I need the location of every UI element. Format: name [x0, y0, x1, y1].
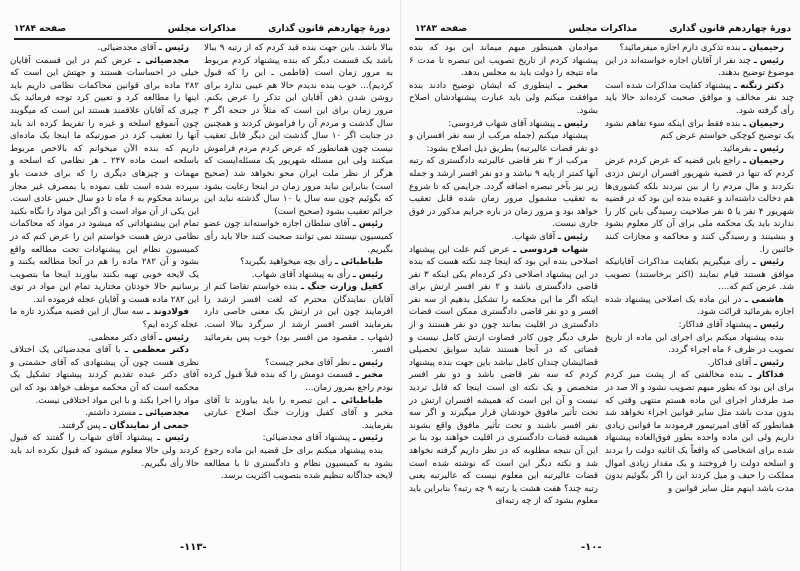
- paragraph: [10, 42, 199, 55]
- speaker-name: رئیس ـ: [352, 433, 383, 444]
- speaker-name: رحیمیان ـ: [743, 118, 785, 129]
- speech-text: عرض کنم علت این پیشنهاد اصلاحی بنده این بود که اینجا چند نکته هست که بنده در این پیشنهاد اصلاحی ذکر کرده‌ام یکی اینکه ۳ نفر قاضی دادگستری باشد و ۲ نفر افسر ارتش برای اینکه اگر ما این محکمه را تشکیل بدهیم از سه نفر افسر و دو نفر قاضی دادگستری ممکن است قضات دادگستری در اقلیت بمانند چون دو نفر هستند و از طرف دیگر چون کادر قضاوت ارتش کامل نیست و قضاتی که در آنجا هستند شاید سوابق تحصیلی قضائیشان چندان کامل نباشد باین جهت بنده پیشنهاد کردم که سه نفر قاضی باشد و دو نفر افسر متخصص و یک نکته ای است اینجا که قابل تردید نیست و آن این است که همیشه افسران ارتش در تحت تأثیر مافوق خودشان قرار میگیرند و اگر سه نفر افسر باشند و تحت تأثیر مافوق واقع بشوند همیشه قضات دادگستری در اقلیت خواهند بود بنا بر این آن نتیجه مطلوبه که در نظر داریم گرفته نخواهد شد و نکته دیگر این است که نوشته شده است قضات عالیرتبه این معلوم نیست که عالیرتبه یعنی رتبه چند؟ هفت هشت یا رتبه ۹ چه رتبه؟ بنابراین باید معلوم بشود که از چه رتبه‌ای: [409, 244, 598, 507]
- speaker-name: جمعی از نمایندگان ـ: [103, 420, 189, 431]
- paragraph: [605, 80, 794, 118]
- publication-title: مذاکرات مجلس: [568, 24, 638, 34]
- paragraph: [409, 80, 598, 118]
- speaker-name: رئیس ـ: [158, 43, 189, 53]
- paragraph: [409, 155, 598, 231]
- paragraph: [10, 306, 199, 331]
- paragraph: [10, 407, 199, 420]
- speech-text: سه سال از این قضیه میگذرد تازه ما عجله کرده ایم؟: [10, 307, 199, 331]
- right-page: [400, 0, 800, 571]
- paragraph: [605, 319, 794, 332]
- speaker-name: رئیس ـ: [752, 257, 785, 268]
- page-header: [14, 22, 390, 40]
- speech-text: این تبصره را باید بیاورند تا آقای مخبر و آقای کفیل وزارت جنگ اصلاح عبارتی بفرمایند.: [204, 395, 393, 431]
- speech-text: بنده تذکری دارم اجازه میفرمائید؟: [619, 43, 744, 53]
- speaker-name: مجدضیائی ـ: [139, 408, 189, 419]
- speech-text: آقای فداکار.: [707, 357, 754, 368]
- speech-text: عرض کنم در این قسمت آقایان خیلی در احساسات هستند و جهتش این است که ۲۸۲ ماده برای قوانین محاکمات نظامی داریم باید اینها را مطالعه کرد و تعیین کرد توجه فرمائید یک چیزی که آقایان علاقمند هستند این است که میگویند چون آنموقع اسلحه و غیره را تفریط کرده اند باید آنها را تعقیب کرد در صورتیکه ما اینجا یک ماده‌ای داریم که بنده الآن میخوانم که بالاخص مربوط باسلحه است ماده ۲۴۷ ـ هر نظامی که اسلحه و مهمات و چیزهای دیگری را که برای خدمت باو سپرده شده است تلف نموده یا بمصرف غیر مجاز برساند محکوم به ۶ ماه تا دو سال حبس عادی است. این یکی از آن مواد است و اگر این مواد را نگاه بکنید تمام این پیشنهاداتی که میشود در مواد که محاکمات نظامی درش هست خواستم این را عرض کنم که در کمیسیون نظام این پیشنهادات تحت مطالعه واقع بشود و آن ۲۸۲ ماده را هم در آنجا مطالعه بکنند و یک لایحه خوبی تهیه بکنند بیاورند اینجا ما بتصویب برسانیم حالا خودتان مختارید تمام این مواد در توی این ۲۸۲ ماده هست و آقایان عجله فرموده اند.: [10, 55, 199, 305]
- text-column: [10, 42, 199, 470]
- speech-text: رأی بچه میخواهید بگیرید؟: [240, 257, 335, 268]
- paragraph: [605, 42, 794, 55]
- speaker-name: دکتر معظمی ـ: [124, 345, 189, 356]
- paragraph: [204, 445, 393, 483]
- paragraph: [605, 357, 794, 370]
- page-header: [415, 22, 791, 40]
- speaker-name: رئیس ـ: [753, 55, 784, 66]
- speaker-name: مخبر ـ: [558, 80, 588, 91]
- paragraph: [204, 432, 393, 445]
- paragraph: [10, 420, 199, 433]
- paragraph: [605, 118, 794, 143]
- page-footer-number: -۱۱۳-: [180, 542, 207, 553]
- speech-text: پس گرفتند.: [58, 420, 104, 431]
- paragraph: [409, 244, 598, 508]
- speaker-name: رئیس ـ: [753, 357, 784, 368]
- speaker-name: شهاب فردوسی ـ: [513, 244, 589, 255]
- speaker-name: رئیس ـ: [753, 320, 784, 331]
- paragraph: [204, 269, 393, 282]
- speaker-name: رئیس ـ: [157, 433, 189, 444]
- paragraph: [10, 432, 199, 470]
- speech-text: آقای شهاب.: [511, 231, 558, 242]
- speaker-name: رحیمیان ـ: [743, 43, 784, 53]
- paragraph: [605, 55, 794, 80]
- speech-text: آقای سلطان اجازه خواسته‌اند چون عضو کمیسیون نیستند نمی توانند صحبت کنند حالا باید رأی بگیریم.: [204, 219, 393, 255]
- text-column: [605, 42, 794, 495]
- paragraph: [204, 42, 393, 218]
- speaker-name: کفیل وزارت جنگ ـ: [301, 282, 384, 293]
- speech-text: آقای دکتر معظمی.: [88, 332, 159, 343]
- speech-text: چند نفر از آقایان اجازه خواسته‌اند در این موضوع توضیح بدهند.: [605, 55, 794, 79]
- speech-text: بنده فقط برای اینکه سوء تفاهم نشود یک توضیح کوچکی خواستم عرض کنم: [605, 118, 794, 142]
- speech-text: پیشنهاد آقای شهاب را گفتند که قبول کردند ولی حالا معلوم میشود که قبول نکرده اند باید حالا رأی بگیریم.: [10, 433, 199, 469]
- paragraph: [204, 395, 393, 433]
- speech-text: در این ماده یک اصلاحی پیشنهاد شده اجازه بفرمائید قرائت شود.: [605, 294, 794, 318]
- paragraph: [605, 256, 794, 294]
- speech-text: رأی میگیریم بکفایت مذاکرات آقایانیکه موافق هستند قیام نمایند (اکثر برخاستند) تصویب شد. عرض کنم که....: [605, 257, 794, 293]
- paragraph: [204, 218, 393, 256]
- speech-text: پیشنهاد آقای مجدضیائی:: [262, 433, 353, 444]
- speech-text: پیشنهاد میکنم (جمله مرکب از سه نفر افسران و دو نفر قضات عالیرتبه) بطریق ذیل اصلاح بشود:: [409, 131, 598, 154]
- paragraph: [605, 143, 794, 156]
- speaker-name: فولادوند ـ: [146, 307, 189, 318]
- speaker-name: رئیس ـ: [557, 118, 588, 129]
- speech-text: مسترد داشتم.: [85, 408, 140, 419]
- speech-text: پیشنهاد آقای شهاب فردوسی:: [448, 118, 558, 129]
- text-column: [204, 42, 393, 483]
- speaker-name: رئیس ـ: [352, 357, 383, 368]
- speech-text: بنده پیشنهاد میکنم برای حل قضیه این ماده رجوع بشود به کمیسیون نظام و دادگستری تا با مطالعه لایحه جداگانه تنظیم شده بتصویب اکثریت برسد.: [204, 446, 393, 482]
- paragraph: [10, 344, 199, 407]
- text-column: [409, 42, 598, 508]
- speaker-name: طباطبائی ـ: [334, 257, 383, 268]
- paragraph: [605, 294, 794, 319]
- paragraph: [409, 130, 598, 155]
- speech-text: نظر آقای مخبر چیست؟: [264, 357, 353, 368]
- paragraph: [10, 332, 199, 345]
- paragraph: [409, 231, 598, 244]
- speaker-name: فداکار ـ: [748, 370, 785, 381]
- speech-text: با آقای مجدضیائی یک اختلاف نظری هست چون آن پیشنهادی که آقای حشمتی و آقای دکتر عبده تقدیم کردند پیشنهاد تشکیل یک محکمه است که آن محکمه موظف خواهد بود که این مواد را اجرا بکند و با این مواد اختلافی نیست.: [10, 345, 199, 406]
- speech-text: بنده پیشنهاد میکنم برای اجرای این ماده از تاریخ تصویب در ظرف ۶ ماه اجراء گردد.: [605, 332, 794, 356]
- speaker-name: رحیمیان ـ: [742, 156, 784, 167]
- paragraph: [605, 332, 794, 357]
- session-title: دورهٔ چهاردهم قانون گذاری: [268, 24, 390, 34]
- speech-text: بفرمائید.: [719, 143, 754, 154]
- speaker-name: رئیس ـ: [753, 143, 784, 154]
- paragraph: [204, 357, 393, 370]
- speech-text: اینطوری که ایشان توضیح دادند بنده موافقت میکنم ولی باید عبارت پیشنهادشان اصلاح بشود.: [409, 80, 598, 116]
- paragraph: [605, 155, 794, 256]
- speech-text: موادمان همینطور مبهم میماند این بود که بنده پیشنهاد کردم از تاریخ تصویب این تبصره تا مدت ۶ ماه نتیجه را دولت باید به مجلس بدهد.: [409, 43, 598, 79]
- paragraph: [409, 118, 598, 131]
- speech-text: ببالا باشد. باین جهت بنده قید کردم که از رتبه ۹ ببالا باشد یک قسمت دیگر که بنده پیشنهاد کردم مربوط به مرور زمان است (فاطمی ـ این را که قبول کردیم)... خوب بنده ندیدم حالا هم عیبی ندارد برای روشن شدن ذهن آقایان این تذکر را عرض بکنم. مرور زمان برای این است که مثلاً در جنحه اگر ۳ سال گذشت و مردم آن را فراموش کردند و همچنین در جنایت اگر ۱۰ سال گذشت این دیگر قابل تعقیب نیست چون همانطور که عرض کردم مردم فراموش میکنند ولی این مسئله شهریور یک مسئله‌ایست که هرگز از نظر ملت ایران محو نخواهد شد (صحیح است) بنابراین نباید مرور زمان در اینجا رعایت بشود که بگوئیم چون سه سال یا ۱۰ سال گذشته نباید این جرائم تعقیب بشود (صحیح است): [204, 43, 393, 217]
- session-title: دورهٔ چهاردهم قانون گذاری: [669, 24, 791, 34]
- speech-text: قسمت دومش را که بنده قبلاً قبول کرده بودم راجع بمرور زمان...: [204, 370, 393, 394]
- speech-text: پیشنهاد کفایت مذاکرات شده است چند نفر مخالف و موافق صحبت کرده‌اند حالا باید رأی گرفته شود.: [605, 80, 794, 116]
- publication-title: مذاکرات مجلس: [167, 24, 237, 34]
- speaker-name: رئیس ـ: [158, 332, 189, 343]
- page-number: صفحه ۱۲۸۴: [14, 24, 67, 34]
- speech-text: راجع باین قضیه که عرض کردم عرض کردم که تنها در قضیه شهریور افسران ارتش دزدی نکردند و مال مردم را از بین نبردند بلکه کشوری‌ها هم دخالت داشته‌اند و عقیده بنده این بود که در قضیه شهریور ۴ نفر یا ۵ نفر صلاحیت رسیدگی باین کار را ندارند باید یک محکمه ملی برای آن کار معلوم بشود و بنشینند و رسیدگی کنند و محاکمه و مجازات کنند خائنین را.: [605, 156, 794, 255]
- speech-text: رأی به پیشنهاد آقای شهاب.: [251, 269, 353, 280]
- speaker-name: رئیس ـ: [352, 269, 383, 280]
- paragraph: [10, 55, 199, 307]
- speaker-name: هاشمی ـ: [744, 294, 785, 305]
- paragraph: [409, 42, 598, 80]
- speaker-name: رئیس ـ: [557, 231, 588, 242]
- speaker-name: مجدضیائی ـ: [137, 55, 189, 66]
- paragraph: [204, 369, 393, 394]
- speech-text: پیشنهاد آقای فداکار:: [678, 320, 754, 331]
- speaker-name: طباطبائی ـ: [333, 395, 383, 406]
- speaker-name: دکتر زنگنه ـ: [733, 80, 784, 91]
- speaker-name: رئیس ـ: [352, 219, 384, 230]
- paragraph: [605, 369, 794, 495]
- speech-text: بنده خواستم تقاضا کنم از آقایان نمایندگان محترم که لغت افسر ارشد را افرمایند چون این در ارتش یک معنی خاصی دارد بفرمایند افسر افسر ارشد از سرگرد ببالا است. (شهاب ـ مقصود من افسر بود) خوب پس بفرمائید افسر.: [204, 282, 393, 356]
- speech-text: بنده مخالفتی که از پشت میز کردم برای این بود که بطور مبهم تصویب نشود و الا صد در صد طرفدار اجرای این ماده هستم منتهی وقتی که بدون مدت باشد مثل سایر قوانین اجراء نخواهد شد همانطور که آقای امیرتیمور فرمودند ما قوانین زیادی داریم ولی این ماده واحده بطور فوق‌العاده پیشنهاد شده برای اشخاصی که واقعاً یک اثاثیه دولت را بردند و اسلحه دولت را فروختند و یک مقدار زیادی اموال مملکت را حیف و میل کردند این را اگر بگوئیم بدون مدت باشد اینهم مثل سایر قوانین و: [605, 370, 794, 494]
- speech-text: مرکب از ۳ نفر قاضی عالیرتبه دادگستری که رتبه آنها کمتر از پایه ۹ نباشد و دو نفر افسر ارشد و جمله زیر نیز بآخر تبصره اضافه گردد. جرایمی که تا شروع به تعقیب مشمول مرور زمان شده قابل تعقیب خواهد بود و مرور زمان در باره جرایم مذکور در فوق جاری نیست.: [409, 156, 598, 230]
- speaker-name: مخبر ـ: [355, 370, 383, 381]
- paragraph: [204, 281, 393, 357]
- speech-text: آقای مجدضیائی.: [97, 43, 159, 53]
- page-footer-number: -۱۰-: [581, 542, 602, 553]
- page-number: صفحه ۱۲۸۳: [415, 24, 468, 34]
- paragraph: [204, 256, 393, 269]
